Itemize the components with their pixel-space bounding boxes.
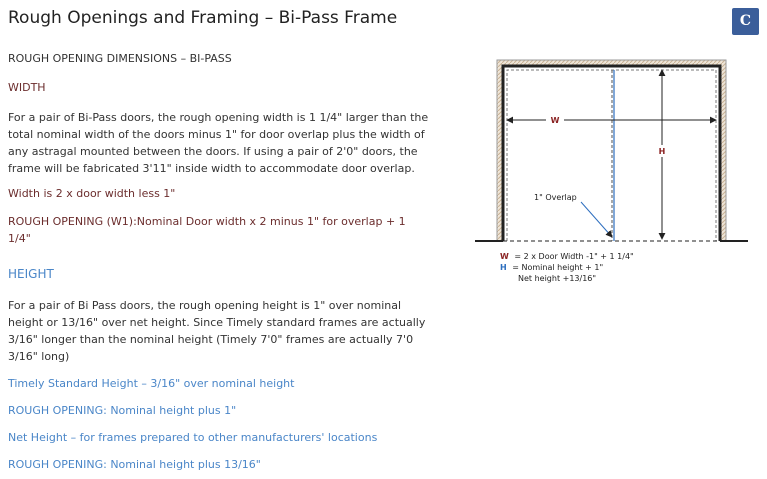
legend-h-text: = Nominal height + 1"	[512, 263, 604, 272]
bi-pass-frame-diagram	[470, 55, 755, 295]
legend-w-text: = 2 x Door Width -1" + 1 1/4"	[514, 252, 634, 261]
svg-text:H = Nominal height + 1"	[500, 263, 603, 272]
width-rule: Width is 2 x door width less 1"	[8, 187, 176, 200]
svg-text:W = 2 x Door Width -1" + 1	[500, 252, 634, 261]
width-heading: WIDTH	[8, 81, 46, 94]
height-rough-opening-net: ROUGH OPENING: Nominal height plus 13/16"	[8, 458, 261, 471]
page-title: Rough Openings and Framing – Bi-Pass Frame	[8, 8, 398, 28]
height-timely-standard: Timely Standard Height – 3/16" over nominal height	[8, 377, 295, 390]
legend-net-text: Net height +13/16"	[518, 274, 597, 283]
overlap-label: 1" Overlap	[534, 193, 577, 202]
h-dimension-label: H	[658, 147, 666, 156]
width-paragraph: For a pair of Bi-Pass doors, the rough opening width is 1 1/4" larger than the total nominal width of the doors minus 1" for door overlap plus the width of any astragal mounted between the doors. If using a pair of 2'0" doors, the frame will be fabricated 3'11" inside width to accommodate door overlap.	[8, 111, 429, 175]
badge-c[interactable]: C	[732, 8, 759, 35]
section-heading: ROUGH OPENING DIMENSIONS – BI-PASS	[8, 52, 232, 65]
height-heading: HEIGHT	[8, 267, 54, 281]
height-rough-opening-nominal: ROUGH OPENING: Nominal height plus 1"	[8, 404, 237, 417]
legend-h-key: H	[500, 263, 507, 272]
w-dimension-label: W	[550, 116, 560, 125]
height-net: Net Height – for frames prepared to other manufacturers' locations	[8, 431, 378, 444]
height-paragraph: For a pair of Bi Pass doors, the rough opening height is 1" over nominal height or 13/16" over net height. Since Timely standard frames are actually 3/16" longer than the nominal height (Timely 7'0" frames are actually 7'0 3/16" long)	[8, 299, 426, 363]
legend-w-key: W	[500, 252, 509, 261]
width-rough-opening: ROUGH OPENING (W1):Nominal Door width x 2 minus 1" for overlap + 1 1/4"	[8, 215, 406, 245]
